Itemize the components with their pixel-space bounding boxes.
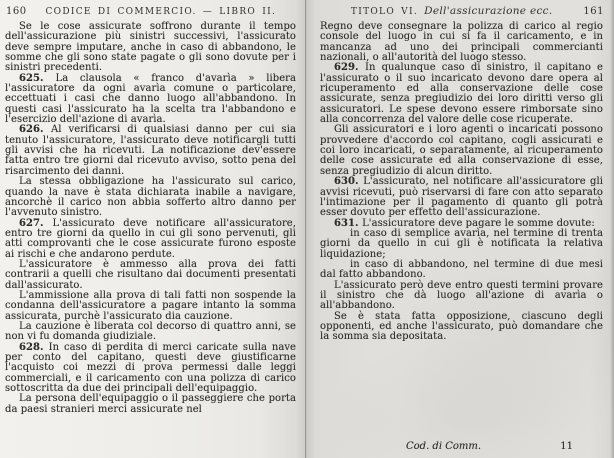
- footer-signature-number: 11: [560, 441, 573, 452]
- paragraph: Regno deve consegnare la polizza di carico al regio console del luogo in cui si fa il caricamento, e in mancanza ad uno dei principali commercianti nazionali, o all'autorità del luogo stesso.: [320, 21, 603, 64]
- left-running-title: [27, 7, 295, 17]
- paragraph: 627. L'assicurato deve notificare all'assicuratore, entro tre giorni da quello in cui gli sono pervenuti, gli atti comprovanti che le cose assicurate furono esposte ai rischi e che andarono perdute.: [5, 217, 296, 260]
- paragraph: 630. L'assicurato, nel notificare all'assicuratore gli avvisi ricevuti, può riservarsi di fare con atto separato l'intimazione per il pagamento di quanto gli potrà esser dovuto per effetto dell'assicurazione.: [320, 176, 603, 219]
- paragraph: L'assicuratore è ammesso alla prova dei fatti contrarii a quelli che risultano dai documenti presentati dall'assicurato.: [5, 258, 296, 291]
- right-running-title: [320, 5, 583, 17]
- right-page-footer: [320, 441, 603, 452]
- paragraph: Se è stata fatta opposizione, ciascuno degli opponenti, ed anche l'assicurato, può domandare che la somma sia depositata.: [320, 310, 603, 343]
- left-running-title-text: CODICE DI COMMERCIO. — LIBRO II.: [45, 7, 277, 17]
- page-edge-shadow: [610, 0, 614, 458]
- right-page-number: 161: [583, 6, 604, 17]
- left-page-text: [0, 19, 305, 415]
- paragraph: La stessa obbligazione ha l'assicurato sul carico, quando la nave è stata dichiarata inabile a navigare, ancorchè il carico non abbia sofferto altro danno per l'avvenuto sinistro.: [5, 176, 296, 219]
- right-page-header: [306, 0, 614, 19]
- right-page-text: [306, 19, 614, 343]
- paragraph: 625. La clausola « franco d'avarìa » libera l'assicuratore da ogni avarìa comune o particolare, eccettuati i casi che danno luogo all'abbandono. In questi casi l'assicurato ha la scelta tra l'abbandono e l'esercizio dell'azione di avarìa.: [5, 72, 296, 126]
- right-running-title-caps: TITOLO VI.: [350, 7, 418, 17]
- article-number: 630.: [334, 176, 364, 188]
- paragraph: 631. L'assicuratore deve pagare le somme dovute:: [334, 217, 595, 229]
- article-number: 631.: [334, 217, 363, 229]
- paragraph: 626. Al verificarsi di qualsiasi danno per cui sia tenuto l'assicuratore, l'assicurato deve notificargli tutti gli avvisi che ha ricevuti. La notificazione dev'essere fatta entro tre giorni dal ricevuto avviso, sotto pena del risarcimento dei danni.: [5, 124, 296, 177]
- left-page-header: [0, 0, 305, 19]
- article-number: 628.: [19, 341, 49, 353]
- footer-signature-title: Cod. di Comm.: [406, 441, 482, 452]
- paragraph: La persona dell'equipaggio o il passeggiere che porta da paesi stranieri merci assicurate nel: [5, 393, 296, 415]
- left-page-number: 160: [6, 6, 27, 17]
- paragraph: 628. In caso di perdita di merci caricate sulla nave per conto del capitano, questi deve giustificarne l'acquisto coi mezzi di prova permessi dalle leggi commerciali, e il caricamento con una polizza di carico sottoscritta da due dei principali dell'equipaggio.: [5, 341, 296, 395]
- article-number: 627.: [19, 217, 53, 229]
- paragraph: L'ammissione alla prova di tali fatti non sospende la condanna dell'assicuratore a pagare intanto la somma assicurata, purchè l'assicurato dia cauzione.: [5, 289, 296, 322]
- paragraph: in caso di abbandono, nel termine di due mesi dal fatto abbandono.: [320, 258, 603, 281]
- paragraph: La cauzione è liberata col decorso di quattro anni, se non vi fu domanda giudiziale.: [5, 320, 296, 343]
- right-running-title-italic: Dell'assicurazione ecc.: [424, 5, 553, 17]
- paragraph: 629. In qualunque caso di sinistro, il capitano e l'assicurato o il suo incaricato devono dare opera al ricuperamento ed alla conservazione delle cose assicurate, senza pregiudizio dei loro diritti verso gli assicuratori. Le spese devono essere rimborsate sino alla concorrenza del valore delle cose ricuperate.: [320, 62, 603, 126]
- page-left: [0, 0, 305, 458]
- page-right: [305, 0, 614, 458]
- article-number: 626.: [19, 124, 51, 136]
- article-number: 629.: [334, 62, 365, 74]
- paragraph: L'assicurato però deve entro questi termini provare il sinistro che dà luogo all'azione di avarìa o all'abbandono.: [320, 279, 603, 312]
- paragraph: Gli assicuratori e i loro agenti o incaricati possono provvedere d'accordo col capitano, cogli assicurati e coi loro incaricati, o separatamente, al ricuperamento delle cose assicurate ed alla conservazione di esse, senza pregiudizio di alcun diritto.: [320, 124, 603, 177]
- paragraph: in caso di semplice avarìa, nel termine di trenta giorni da quello in cui gli è notificata la relativa liquidazione;: [320, 227, 603, 260]
- paragraph: Se le cose assicurate soffrono durante il tempo dell'assicurazione più sinistri successivi, l'assicurato deve sempre imputare, anche in caso di abbandono, le somme che gli sono state pagate o gli sono dovute per i sinistri precedenti.: [5, 21, 296, 74]
- article-number: 625.: [19, 72, 56, 84]
